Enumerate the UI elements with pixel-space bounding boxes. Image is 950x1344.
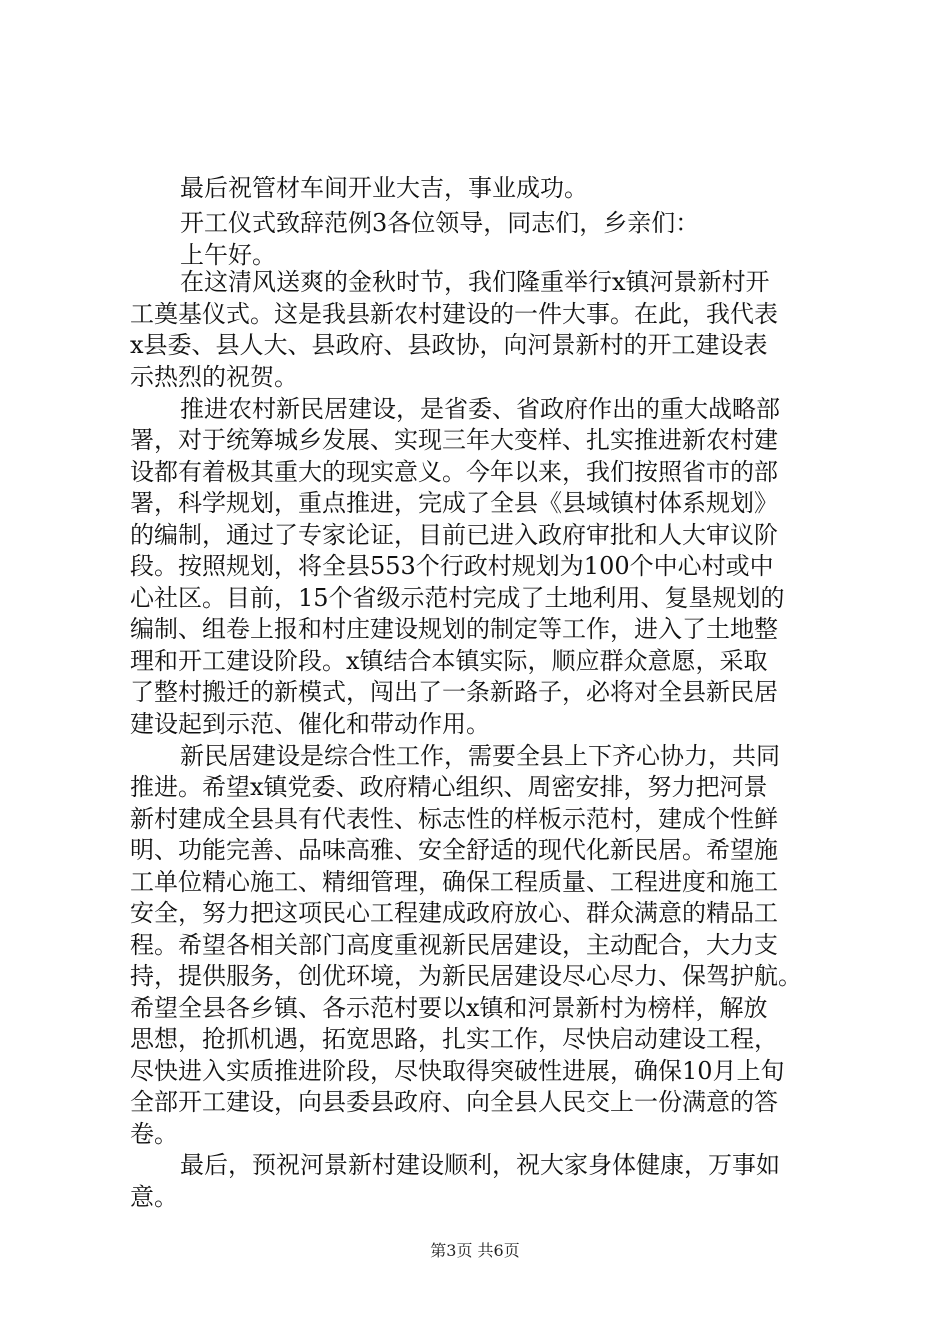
text-line: 意。 xyxy=(130,1183,178,1211)
text-line: 心社区。目前，15个省级示范村完成了土地利用、复垦规划的 xyxy=(130,584,785,612)
text-line: 程。希望各相关部门高度重视新民居建设，主动配合，大力支 xyxy=(130,931,778,959)
text-line: 建设起到示范、催化和带动作用。 xyxy=(130,710,490,738)
text-line: 理和开工建设阶段。x镇结合本镇实际，顺应群众意愿，采取 xyxy=(130,647,768,675)
text-line: 在这清风送爽的金秋时节，我们隆重举行x镇河景新村开 xyxy=(180,268,770,296)
text-line: 安全，努力把这项民心工程建成政府放心、群众满意的精品工 xyxy=(130,899,778,927)
text-line: 段。按照规划，将全县553个行政村规划为100个中心村或中 xyxy=(130,552,774,580)
text-line: 署，对于统筹城乡发展、实现三年大变样、扎实推进新农村建 xyxy=(130,426,778,454)
text-line: 新村建成全县具有代表性、标志性的样板示范村，建成个性鲜 xyxy=(130,805,778,833)
text-line: 希望全县各乡镇、各示范村要以x镇和河景新村为榜样，解放 xyxy=(130,994,768,1022)
text-line: 最后，预祝河景新村建设顺利，祝大家身体健康，万事如 xyxy=(180,1151,780,1179)
text-line: 署，科学规划，重点推进，完成了全县《县域镇村体系规划》 xyxy=(130,489,778,517)
text-line: 推进农村新民居建设，是省委、省政府作出的重大战略部 xyxy=(180,395,780,423)
text-line: 最后祝管材车间开业大吉，事业成功。 xyxy=(180,174,588,202)
text-line: 持，提供服务，创优环境，为新民居建设尽心尽力、保驾护航。 xyxy=(130,962,802,990)
page-number-footer: 第3页 共6页 xyxy=(430,1241,520,1260)
text-line: 设都有着极其重大的现实意义。今年以来，我们按照省市的部 xyxy=(130,458,778,486)
text-line: 工单位精心施工、精细管理，确保工程质量、工程进度和施工 xyxy=(130,868,778,896)
text-line: x县委、县人大、县政府、县政协，向河景新村的开工建设表 xyxy=(130,331,768,359)
text-line: 推进。希望x镇党委、政府精心组织、周密安排，努力把河景 xyxy=(130,773,768,801)
text-line: 全部开工建设，向县委县政府、向全县人民交上一份满意的答 xyxy=(130,1088,778,1116)
text-line: 明、功能完善、品味高雅、安全舒适的现代化新民居。希望施 xyxy=(130,836,778,864)
text-line: 了整村搬迁的新模式，闯出了一条新路子，必将对全县新民居 xyxy=(130,678,778,706)
text-line: 编制、组卷上报和村庄建设规划的制定等工作，进入了土地整 xyxy=(130,615,778,643)
text-line: 尽快进入实质推进阶段，尽快取得突破性进展，确保10月上旬 xyxy=(130,1057,785,1085)
text-line: 示热烈的祝贺。 xyxy=(130,363,298,391)
text-line: 工奠基仪式。这是我县新农村建设的一件大事。在此，我代表 xyxy=(130,300,778,328)
text-line: 的编制，通过了专家论证，目前已进入政府审批和人大审议阶 xyxy=(130,521,778,549)
text-line: 开工仪式致辞范例3各位领导，同志们，乡亲们： xyxy=(180,209,700,237)
text-line: 卷。 xyxy=(130,1120,178,1148)
text-line: 新民居建设是综合性工作，需要全县上下齐心协力，共同 xyxy=(180,742,780,770)
text-line: 思想，抢抓机遇，拓宽思路，扎实工作，尽快启动建设工程， xyxy=(130,1025,778,1053)
text-line: 上午好。 xyxy=(180,241,276,269)
